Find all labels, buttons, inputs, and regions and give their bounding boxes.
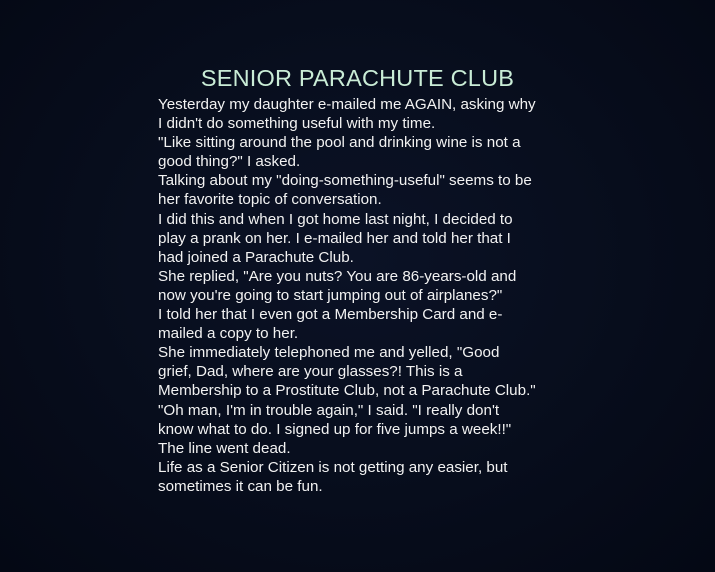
story-line: I did this and when I got home last night, I decided to (158, 210, 513, 228)
story-line: Yesterday my daughter e-mailed me AGAIN, asking why (158, 96, 536, 113)
story-line: good thing?" I asked. (158, 153, 301, 171)
story-line: Talking about my "doing-something-useful" seems to be (158, 172, 532, 190)
story-text (158, 95, 578, 496)
story-line: "Oh man, I'm in trouble again," I said. "I really don't (158, 401, 500, 419)
story-line: She immediately telephoned me and yelled, "Good (158, 344, 500, 362)
story-line: her favorite topic of conversation. (158, 191, 382, 209)
story-line: The line went dead. (158, 439, 291, 457)
story-line: Life as a Senior Citizen is not getting any easier, but (158, 458, 508, 476)
story-line: I told her that I even got a Membership Card and e- (158, 306, 503, 324)
story-line: I didn't do something useful with my time. (158, 115, 436, 133)
story-line: mailed a copy to her. (158, 325, 299, 343)
story-line: had joined a Parachute Club. (158, 248, 354, 266)
story-line: now you're going to start jumping out of airplanes?" (158, 286, 503, 304)
story-line: "Like sitting around the pool and drinking wine is not a (158, 134, 521, 152)
story-line: sometimes it can be fun. (158, 477, 323, 495)
story-line: play a prank on her. I e-mailed her and told her that I (158, 229, 511, 247)
story-line: grief, Dad, where are your glasses?! This is a (158, 363, 463, 381)
page-title: SENIOR PARACHUTE CLUB (200, 65, 515, 91)
story-line: Membership to a Prostitute Club, not a Parachute Club." (158, 382, 536, 400)
story-line: She replied, "Are you nuts? You are 86-years-old and (158, 267, 517, 285)
story-line: know what to do. I signed up for five jumps a week!!" (158, 420, 512, 438)
